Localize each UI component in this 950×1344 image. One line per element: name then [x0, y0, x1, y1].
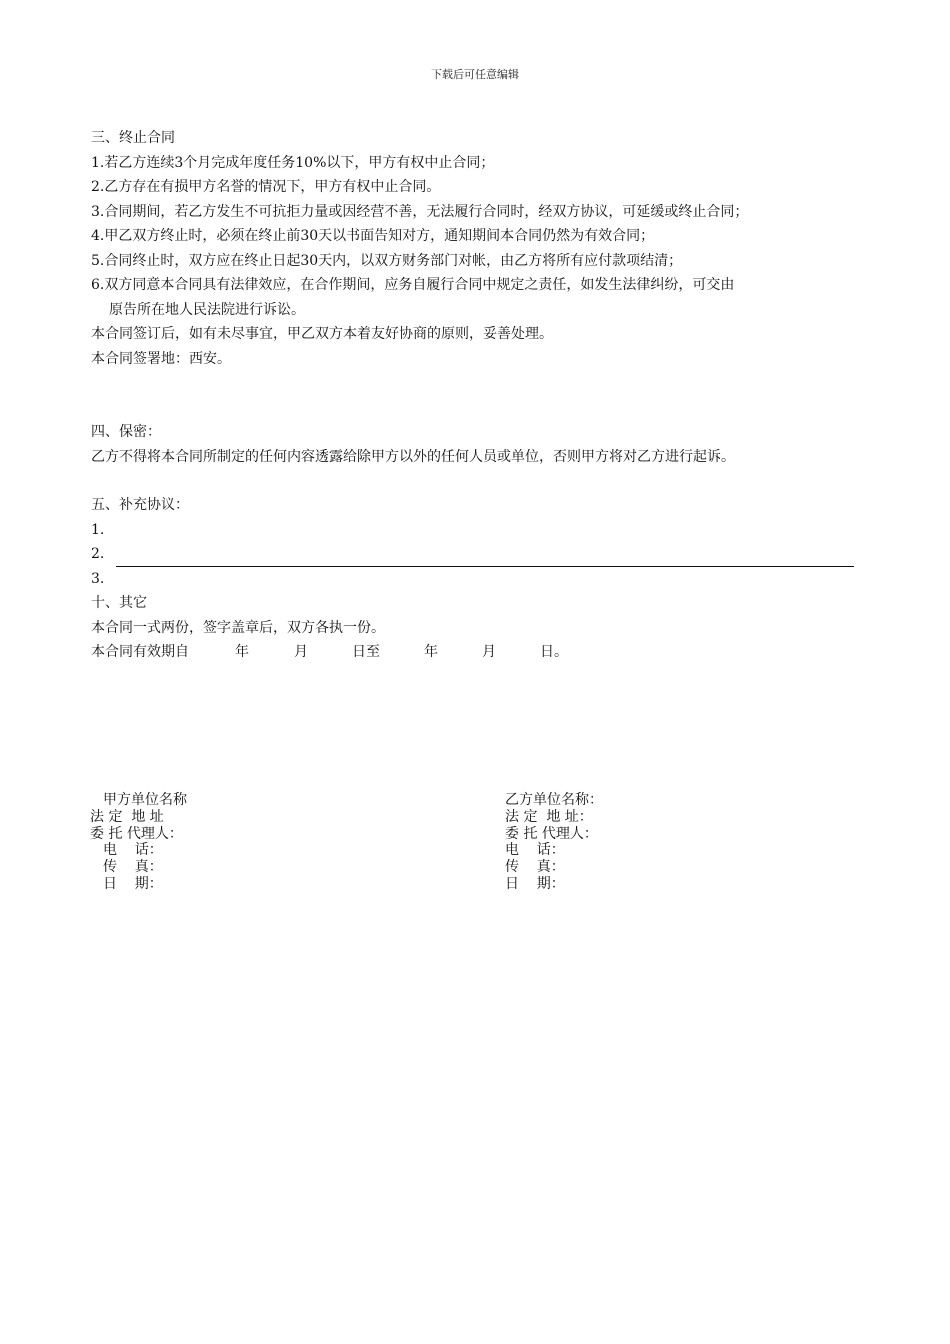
- validity-day-end: 日。: [540, 644, 568, 660]
- supplement-item-3: 3.: [91, 570, 105, 587]
- section-10-title: 十、其它: [91, 595, 147, 611]
- section-3-item-5: 5.合同终止时，双方应在终止日起30天内，以双方财务部门对帐，由乙方将所有应付款项结清；: [91, 252, 683, 269]
- validity-day-to: 日至: [352, 644, 380, 660]
- validity-prefix: 本合同有效期自: [91, 644, 189, 660]
- validity-month-2: 月: [482, 644, 496, 660]
- party-b-fax: 传 真：: [505, 859, 565, 876]
- supplement-item-1: 1.: [91, 521, 105, 538]
- party-a-phone: 电 话：: [103, 842, 163, 859]
- section-4-title: 四、保密：: [91, 424, 161, 440]
- party-a-signature-block: [90, 792, 187, 893]
- section-3-item-2: 2.乙方存在有损甲方名誉的情况下，甲方有权中止合同。: [91, 179, 441, 195]
- party-a-agent: 委 托 代理人：: [90, 825, 183, 842]
- section-5-title: 五、补充协议：: [91, 497, 189, 513]
- validity-period: [91, 640, 891, 665]
- party-b-name: 乙方单位名称：: [505, 792, 603, 808]
- section-3-item-4: 4.甲乙双方终止时，必须在终止前30天以书面告知对方，通知期间本合同仍然为有效合同；: [91, 228, 655, 244]
- section-3-item-3: 3.合同期间，若乙方发生不可抗拒力量或因经营不善，无法履行合同时，经双方协议，可延缓或终止合同；: [91, 203, 749, 220]
- supplement-item-2-label: 2.: [91, 546, 105, 562]
- party-a-address: 法 定 地 址: [90, 808, 164, 825]
- party-a-fax: 传 真：: [103, 859, 163, 876]
- supplement-blank-line[interactable]: [116, 549, 854, 567]
- section-4-text: 乙方不得将本合同所制定的任何内容透露给除甲方以外的任何人员或单位，否则甲方将对乙方进行起诉。: [91, 448, 735, 465]
- section-3-note-2: 本合同签署地：西安。: [91, 350, 231, 367]
- contract-body: [91, 126, 891, 665]
- section-3-title: 三、终止合同: [91, 130, 175, 146]
- validity-year-1: 年: [235, 644, 249, 660]
- party-b-date: 日 期：: [505, 875, 565, 892]
- section-10-text: 本合同一式两份，签字盖章后，双方各执一份。: [91, 619, 385, 636]
- section-3-item-6-continued: 原告所在地人民法院进行诉讼。: [109, 301, 305, 318]
- validity-year-2: 年: [424, 644, 438, 660]
- section-3-item-1: 1.若乙方连续3个月完成年度任务10%以下，甲方有权中止合同；: [91, 154, 495, 171]
- supplement-item-2: [91, 542, 891, 567]
- page-header: 下载后可任意编辑: [431, 68, 519, 81]
- section-3-item-6: 6.双方同意本合同具有法律效应，在合作期间，应务自履行合同中规定之责任，如发生法律纠纷，可交由: [91, 277, 735, 293]
- party-b-signature-block: [505, 792, 603, 893]
- party-a-date: 日 期：: [103, 875, 163, 892]
- party-b-agent: 委 托 代理人：: [505, 825, 598, 842]
- party-b-address: 法 定 地 址：: [505, 808, 593, 825]
- section-3-note-1: 本合同签订后，如有未尽事宜，甲乙双方本着友好协商的原则，妥善处理。: [91, 326, 553, 342]
- party-b-phone: 电 话：: [505, 842, 565, 859]
- validity-month-1: 月: [294, 644, 308, 660]
- party-a-name: 甲方单位名称: [103, 792, 187, 808]
